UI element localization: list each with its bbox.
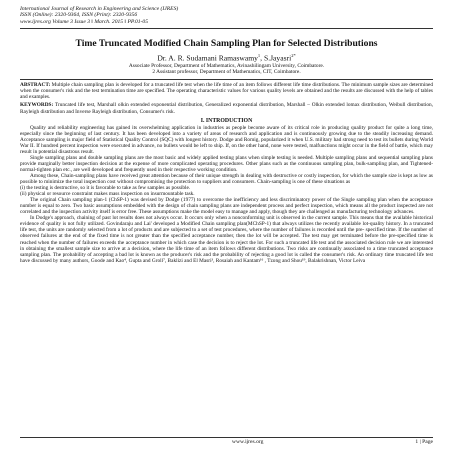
journal-header	[20, 6, 433, 29]
affiliation-line: Associate Professor, Department of Mathematics, Avinashilingam University, Coimbatore.	[128, 62, 325, 69]
section-heading: I. INTRODUCTION	[200, 117, 253, 124]
affiliation-line: 2 Assistant professor, Department of Mathematics, CIT, Coimbatore.	[152, 68, 301, 75]
author-name: S.Jayasri	[263, 53, 292, 63]
page-footer	[20, 437, 433, 445]
author-superscript: 1	[257, 53, 261, 59]
keywords	[20, 102, 433, 114]
footer-url[interactable]: www.ijres.org	[231, 439, 264, 445]
footer-spacer	[20, 439, 80, 445]
author-separator: ,	[260, 53, 264, 63]
journal-volume: www.ijres.org Volume 3 Issue 3 ǁ March. 2015 ǁ PP.01-05	[20, 18, 149, 25]
journal-name: International Journal of Research in Engineering and Science (IJRES)	[20, 6, 179, 12]
list-item: (ii) physical or resource constraint makes mass inspection on insurmountable task.	[20, 191, 195, 198]
footer-divider	[20, 437, 433, 438]
footer-row	[20, 439, 433, 445]
abstract-divider	[20, 79, 433, 80]
abstract	[20, 82, 433, 100]
affiliations	[20, 63, 433, 75]
author-superscript: 2*	[291, 53, 296, 59]
header-divider	[20, 28, 433, 29]
paper-title: Time Truncated Modified Chain Sampling Plan for Selected Distributions	[75, 38, 378, 50]
keywords-text: Truncated life test, Marshall olkin extended exponential distribution, Generalized exponential distribution, Marshall – Olkin extended lomax distribution, Weibull distribution, Rayleigh distribution and Inverse Rayleigh distribution, Consumer's risk.	[20, 102, 433, 115]
abstract-text: Multiple chain sampling plan is developed for a truncated life test when the life time of an item follows different life time distributions. The minimum sample sizes are determined when the consumer's risk and the test termination time are specified. The operating characteristic values for various quality levels are obtained and the results are discussed with the help of tables and examples.	[20, 82, 433, 101]
author-name: Dr. A. R. Sudamani Ramaswamy	[157, 53, 258, 63]
author-line	[20, 53, 433, 63]
body-paragraph: Quality and reliability engineering has gained its overwhelming application in industries as people become aware of its critical role in producing quality product for quite a long time, especially since the beginning of last century. It has been developed into a variety of areas of research and application and is continuously growing due to the steadily increasing demand. Acceptance sampling is major field of Statistical Quality Control (SQC) with longest history. Dodge and Romig, popularized it when U.S. military had strong need to test its bullets during World War II. If hundred percent inspection were executed in advance, no bullets would be left to ship. If, on the other hand, none were tested, malfunctions might occur in the field of battle, which may result in potential disastrous result.	[20, 124, 433, 155]
keywords-label: KEYWORDS:	[20, 102, 54, 109]
page-number: 1 | Page	[415, 439, 433, 445]
list-item: (i) the testing is destructive, so it is favorable to take as few samples as possible.	[20, 185, 191, 192]
body-paragraph: In Dodge's approach, chaining of past lot results does not always occur. It occurs only when a nonconforming unit is observed in the current sample. This means that the available historical evidence of quality is not fully utilized. Govindaraju and Lai' developed a Modified Chain sampling plan(MChSP-1) that always utilizes the recently available lot-quality history. In a truncated life test, the units are randomly selected from a lot of products and are subjected to a set of test procedures, where the number of failures is recorded until the pre- specified time. If the number of observed failures at the end of the fixed time is not greater than the specified acceptance number, then the lot will be accepted. The test may get terminated before the pre-specified time is reached when the number of failures exceeds the acceptance number in which case the decision is to reject the lot. For such a truncated life test and the associated decision rule we are interested in obtaining the smallest sample size to arrive at a decision, where the life time of an item follows different distributions. Two risks are continually associated to a time truncated acceptance sampling plan. The probability of accepting a bad lot is known as the producer's risk and the probability of rejecting a good lot is called the consumer's risk. An ordinary time truncated life test have discussed by many authors, Goode and Kao⁴, Gupta and Groll⁷, Baklizi and El Masri³, Rosaiah and Kantam¹⁶ , Tzong and Shou¹⁹, Balakrishnan, Victor Leiva	[20, 215, 433, 264]
journal-issn: ISSN (Online): 2320-9364, ISSN (Print): 2320-9356	[20, 12, 138, 19]
body-paragraph: Among these, Chain-sampling plans have received great attention because of their unique strength in dealing with destructive or costly inspection, for which the sample size is kept as low as possible to minimize the total inspection cost without compromising the protection to suppliers and consumers. Chain-sampling is one of these situations as	[20, 173, 433, 186]
abstract-label: ABSTRACT:	[20, 82, 51, 89]
body-paragraph: Single sampling plans and double sampling plans are the most basic and widely applied testing plans when simple testing is needed. Multiple sampling plans and sequential sampling plans provide marginally better inspection decision at the expense of more complicated operating procedures. Other plans such as the continuous sampling plan, bulk-sampling plan, and Tightened-normal-tighten plan etc., are well developed and frequently used in their respective working condition.	[20, 154, 433, 173]
body-paragraph: The original Chain sampling plan-1 (ChSP-1) was devised by Dodge (1977) to overcome the inefficiency and less discriminatory power of the Single sampling plan when the acceptance number is equal to zero. Two basic assumptions embedded with the design of chain sampling plans are independent process and perfect inspection, which means all the product inspected are not correlated and the inspection activity itself is error free. These assumptions make the model easy to manage and apply, though they are challenged as manufacturing technology advances.	[20, 197, 433, 216]
